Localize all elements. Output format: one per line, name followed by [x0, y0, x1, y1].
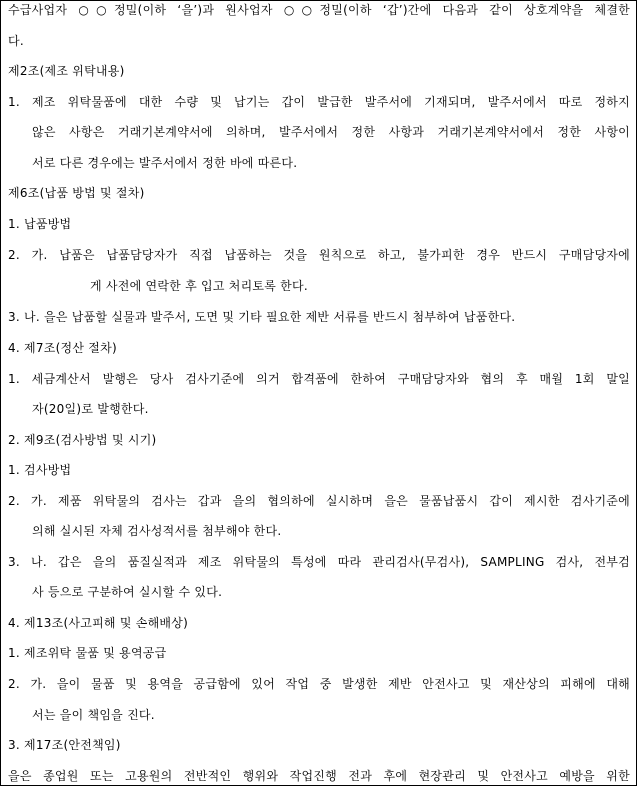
- text-line: 서로 다른 경우에는 발주서에서 정한 바에 따른다.: [32, 156, 298, 170]
- text-line: 2. 가. 을이 물품 및 용역을 공급함에 있어 작업 중 발생한 제반 안전사고 및 재산상의 피해에 대해: [8, 677, 630, 691]
- text-line: 2. 가. 납품은 납품담당자가 직접 납품하는 것을 원칙으로 하고, 불가피한 경우 반드시 구매담당자에: [8, 248, 630, 262]
- text-line: 4. 제7조(정산 절차): [8, 341, 117, 355]
- text-line: 4. 제13조(사고피해 및 손해배상): [8, 616, 189, 630]
- text-line: 1. 검사방법: [8, 463, 72, 477]
- text-line: 3. 제17조(안전책임): [8, 738, 121, 752]
- text-line: 게 사전에 연락한 후 입고 처리토록 한다.: [90, 279, 308, 293]
- text-line: 을은 종업원 또는 고용원의 전반적인 행위와 작업진행 전과 후에 현장관리 및 안전사고 예방을 위한: [8, 769, 630, 783]
- text-line: 자(20일)로 발행한다.: [32, 402, 149, 416]
- text-line: 다.: [8, 34, 24, 48]
- text-line: 수급사업자 ○○정밀(이하 ‘을’)과 원사업자 ○○정밀(이하 ‘갑’)간에 다음과 같이 상호계약을 체결한: [8, 3, 630, 17]
- text-line: 의해 실시된 자체 검사성적서를 첨부해야 한다.: [32, 524, 282, 538]
- text-line: 1. 세금계산서 발행은 당사 검사기준에 의거 합격품에 한하여 구매담당자와 협의 후 매월 1회 말일: [8, 372, 630, 386]
- section-heading: 제2조(제조 위탁내용): [8, 64, 125, 78]
- text-line: 1. 납품방법: [8, 217, 72, 231]
- section-heading: 제6조(납품 방법 및 절차): [8, 186, 145, 200]
- text-line: 3. 나. 갑은 을의 품질실적과 제조 위탁물의 특성에 따라 관리검사(무검사), SAMPLING 검사, 전부검: [8, 555, 630, 569]
- text-line: 않은 사항은 거래기본계약서에 의하며, 발주서에서 정한 사항과 거래기본계약서에서 정한 사항이: [32, 125, 630, 139]
- text-line: 2. 가. 제품 위탁물의 검사는 갑과 을의 협의하에 실시하며 을은 물품납품시 갑이 제시한 검사기준에: [8, 494, 630, 508]
- text-line: 1. 제조위탁 물품 및 용역공급: [8, 646, 167, 660]
- text-line: 2. 제9조(검사방법 및 시기): [8, 433, 157, 447]
- text-line: 1. 제조 위탁물품에 대한 수량 및 납기는 갑이 발급한 발주서에 기재되며, 발주서에서 따로 정하지: [8, 95, 630, 109]
- text-line: 사 등으로 구분하여 실시할 수 있다.: [32, 585, 223, 599]
- text-line: 3. 나. 을은 납품할 실물과 발주서, 도면 및 기타 필요한 제반 서류를 반드시 첨부하여 납품한다.: [8, 310, 516, 324]
- text-line: 서는 을이 책임을 진다.: [32, 708, 155, 722]
